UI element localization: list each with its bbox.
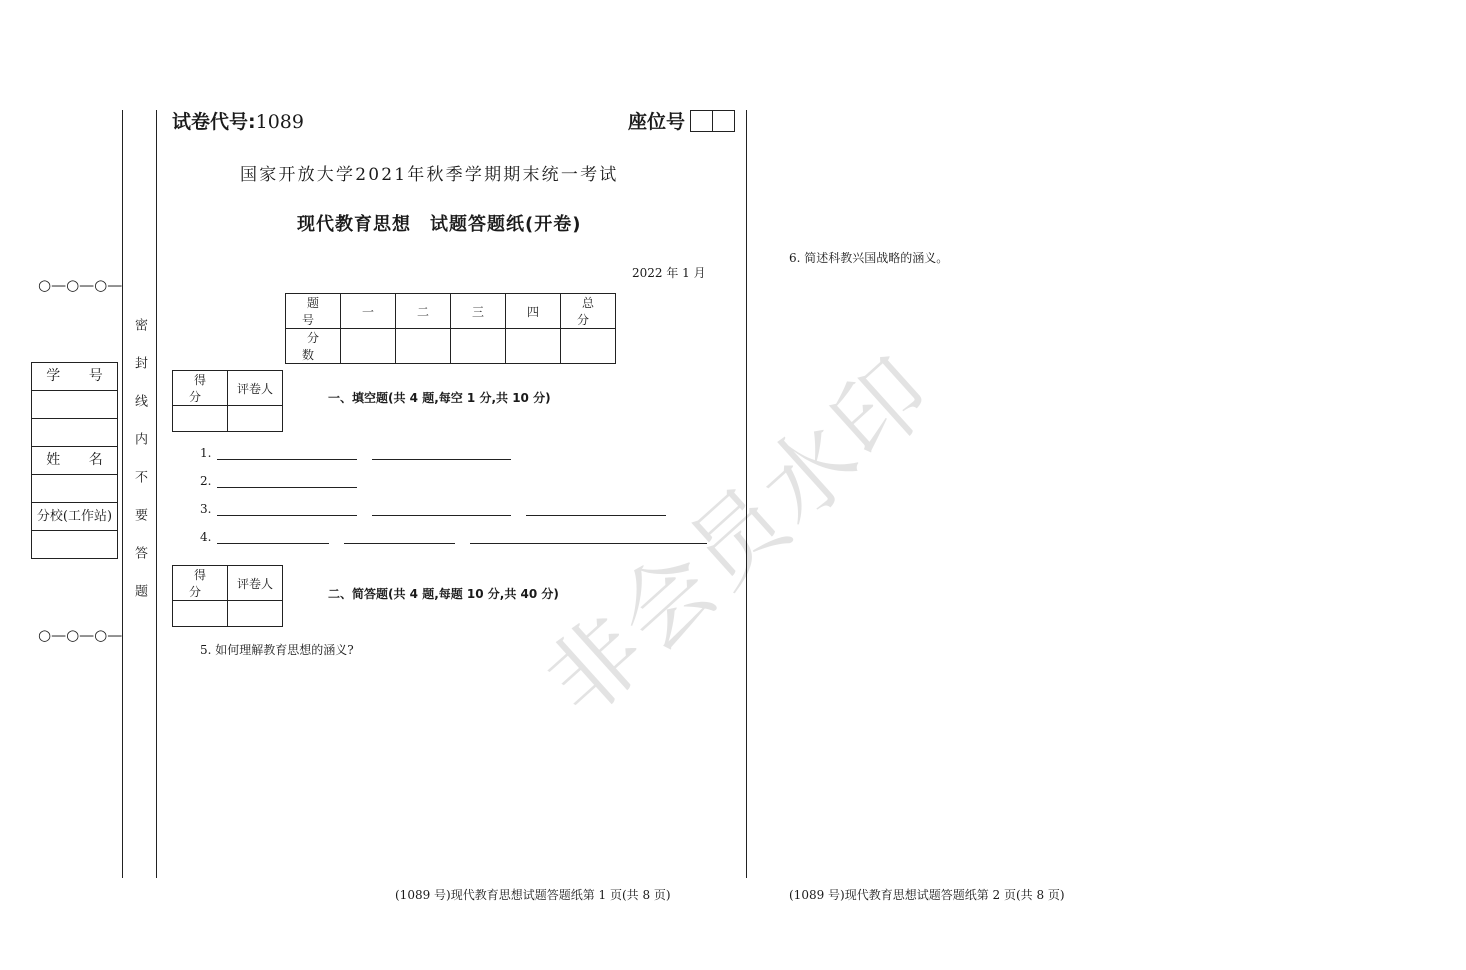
- section-title-fill-in: 一、填空题(共 4 题,每空 1 分,共 10 分): [328, 391, 551, 405]
- question-5: 5. 如何理解教育思想的涵义?: [200, 643, 354, 657]
- score-table-header-row: [286, 294, 616, 329]
- score-cell-2[interactable]: [396, 329, 451, 364]
- exam-code-label: 试卷代号:: [172, 111, 256, 133]
- col-2: 二: [396, 294, 451, 329]
- binding-circles-top: ○—○—○—: [38, 276, 123, 294]
- footer-page-2: (1089 号)现代教育思想试题答题纸第 2 页(共 8 页): [789, 888, 1065, 902]
- binding-line-outer: [122, 110, 123, 878]
- blank-line[interactable]: [217, 515, 357, 516]
- footer-page-1: (1089 号)现代教育思想试题答题纸第 1 页(共 8 页): [395, 888, 671, 902]
- name-field[interactable]: [32, 475, 117, 503]
- grader-name-cell[interactable]: [228, 406, 283, 432]
- blank-num-4: 4.: [200, 530, 212, 544]
- grader-table-2: [172, 565, 283, 627]
- student-info-box: [31, 362, 118, 559]
- student-id-label: 学 号: [32, 363, 117, 391]
- blank-num-2: 2.: [200, 474, 212, 488]
- blank-num-1: 1.: [200, 446, 212, 460]
- grader-score-cell[interactable]: [173, 601, 228, 627]
- exam-date: 2022 年 1 月: [632, 266, 706, 280]
- grader-score-label: 得 分: [173, 371, 228, 406]
- student-id-field-2[interactable]: [32, 419, 117, 447]
- grader-name-cell[interactable]: [228, 601, 283, 627]
- col-1: 一: [341, 294, 396, 329]
- binding-line-inner: [156, 110, 157, 878]
- exam-title: 现代教育思想 试题答题纸(开卷): [297, 214, 582, 235]
- watermark: 非会员水印: [525, 336, 955, 737]
- score-cell-3[interactable]: [451, 329, 506, 364]
- score-cell-total[interactable]: [561, 329, 616, 364]
- seat-number-boxes[interactable]: [690, 110, 735, 132]
- blank-line[interactable]: [372, 515, 511, 516]
- blank-line[interactable]: [217, 487, 357, 488]
- score-table-score-row: [286, 329, 616, 364]
- col-total: 总 分: [561, 294, 616, 329]
- university-title: 国家开放大学2021年秋季学期期末统一考试: [240, 165, 619, 185]
- branch-field[interactable]: [32, 531, 117, 559]
- grader-score-label: 得 分: [173, 566, 228, 601]
- branch-label: 分校(工作站): [32, 503, 117, 531]
- score-cell-4[interactable]: [506, 329, 561, 364]
- grader-label: 评卷人: [228, 371, 283, 406]
- grader-table-1: [172, 370, 283, 432]
- question-6: 6. 简述科教兴国战略的涵义。: [789, 251, 949, 265]
- binding-note: 密封线内不要答题: [132, 318, 147, 622]
- score-label: 分 数: [286, 329, 341, 364]
- binding-circles-bottom: ○—○—○—: [38, 626, 123, 644]
- question-number-label: 题 号: [286, 294, 341, 329]
- col-3: 三: [451, 294, 506, 329]
- student-id-field[interactable]: [32, 391, 117, 419]
- score-cell-1[interactable]: [341, 329, 396, 364]
- blank-line[interactable]: [217, 459, 357, 460]
- grader-label: 评卷人: [228, 566, 283, 601]
- section-title-short-answer: 二、简答题(共 4 题,每题 10 分,共 40 分): [328, 587, 559, 601]
- score-table: [285, 293, 616, 364]
- blank-line[interactable]: [217, 543, 329, 544]
- blank-line[interactable]: [372, 459, 511, 460]
- col-4: 四: [506, 294, 561, 329]
- blank-line[interactable]: [344, 543, 455, 544]
- seat-number-label: 座位号: [628, 111, 686, 133]
- exam-code-value: 1089: [255, 111, 304, 133]
- exam-code: [172, 107, 304, 134]
- name-label: 姓 名: [32, 447, 117, 475]
- blank-num-3: 3.: [200, 502, 212, 516]
- blank-line[interactable]: [526, 515, 666, 516]
- grader-score-cell[interactable]: [173, 406, 228, 432]
